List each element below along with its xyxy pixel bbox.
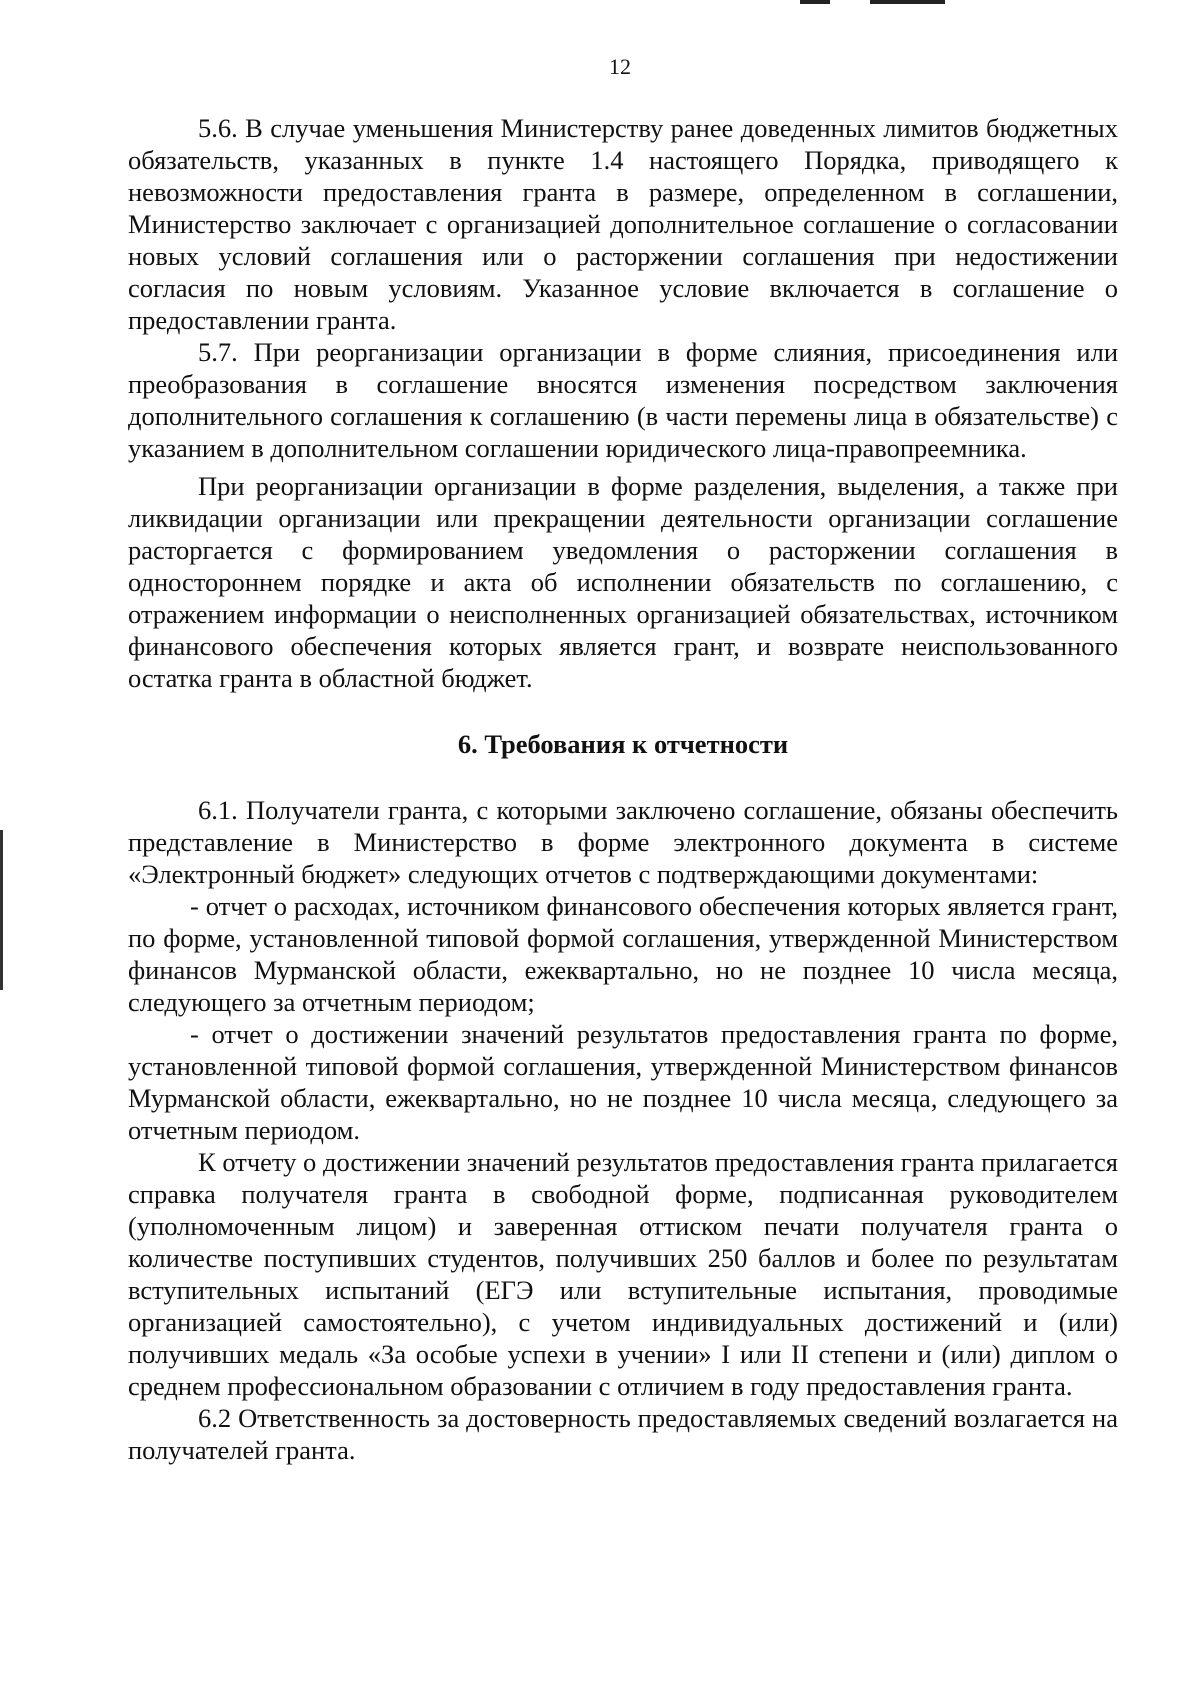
scan-edge-mark [0,830,3,990]
scan-top-marks [800,0,960,6]
bullet-expense-report: - отчет о расходах, источником финансового обеспечения которых является грант, по форме, установленной типовой формой соглашения, утвержденной Министерством финансов Мурманской области, ежеквартально, но не позднее 10 числа месяца, следующего за отчетным периодом; [128,891,1118,1017]
paragraph-reorganization: При реорганизации организации в форме разделения, выделения, а также при ликвидации организации или прекращении деятельности организации соглашение расторгается с формированием уведомления о расторжении соглашения в одностороннем порядке и акта об исполнении обязательств по соглашению, с отражением информации о неисполненных организацией обязательствах, источником финансового обеспечения которых является грант, и возврате неиспользованного остатка гранта в областной бюджет. [128,471,1118,693]
paragraph-6-1: 6.1. Получатели гранта, с которыми заключено соглашение, обязаны обеспечить представление в Министерство в форме электронного документа в системе «Электронный бюджет» следующих отчетов с подтверждающими документами: [128,795,1118,889]
paragraph-5-7: 5.7. При реорганизации организации в форме слияния, присоединения или преобразования в соглашение вносятся изменения посредством заключения дополнительного соглашения к соглашению (в части перемены лица в обязательстве) с указанием в дополнительном соглашении юридического лица-правопреемника. [128,337,1118,463]
paragraph-5-6: 5.6. В случае уменьшения Министерству ранее доведенных лимитов бюджетных обязательств, указанных в пункте 1.4 настоящего Порядка, приводящего к невозможности предоставления гранта в размере, определенном в соглашении, Министерство заключает с организацией дополнительное соглашение о согласовании новых условий соглашения или о расторжении соглашения при недостижении согласия по новым условиям. Указанное условие включается в соглашение о предоставлении гранта. [128,113,1118,335]
scan-mark [800,0,830,4]
bullet-results-report: - отчет о достижении значений результатов предоставления гранта по форме, установленной типовой формой соглашения, утвержденной Министерством финансов Мурманской области, ежеквартально, но не позднее 10 числа месяца, следующего за отчетным периодом. [128,1019,1118,1145]
scan-mark [870,0,945,4]
section-heading: 6. Требования к отчетности [457,729,789,759]
paragraph-6-2: 6.2 Ответственность за достоверность предоставляемых сведений возлагается на получателей гранта. [128,1403,1118,1465]
paragraph-certificate: К отчету о достижении значений результатов предоставления гранта прилагается справка получателя гранта в свободной форме, подписанная руководителем (уполномоченным лицом) и заверенная оттиском печати получателя гранта о количестве поступивших студентов, получивших 250 баллов и более по результатам вступительных испытаний (ЕГЭ или вступительные испытания, проводимые организацией самостоятельно), с учетом индивидуальных достижений и (или) получивших медаль «За особые успехи в учении» I или II степени и (или) диплом о среднем профессиональном образовании с отличием в году предоставления гранта. [128,1147,1118,1401]
document-body [128,112,1118,1466]
page-number: 12 [609,54,631,79]
